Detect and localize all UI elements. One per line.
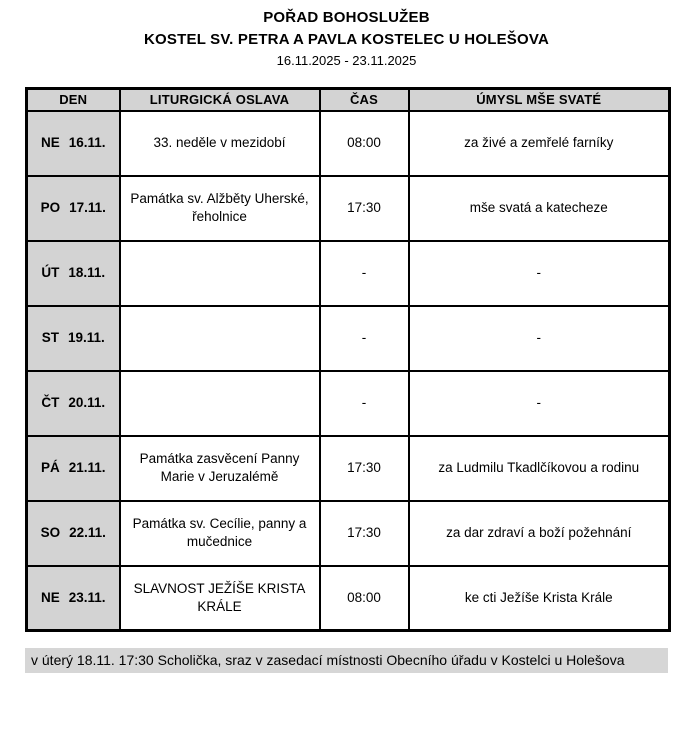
day-date: 16.11.: [68, 134, 106, 150]
celebration-cell: SLAVNOST JEŽÍŠE KRISTA KRÁLE: [120, 566, 320, 631]
table-header-row: [27, 89, 670, 111]
day-date: 23.11.: [68, 589, 106, 605]
day-cell: [27, 566, 120, 631]
day-cell: [27, 176, 120, 241]
day-cell: [27, 436, 120, 501]
time-cell: 17:30: [320, 501, 409, 566]
day-abbr: NE: [40, 589, 60, 605]
day-date: 20.11.: [68, 394, 106, 410]
day-abbr: NE: [40, 134, 60, 150]
celebration-cell: Památka sv. Cecílie, panny a mučednice: [120, 501, 320, 566]
day-cell: [27, 306, 120, 371]
celebration-cell: [120, 241, 320, 306]
church-name: KOSTEL SV. PETRA A PAVLA KOSTELEC U HOLEŠOVA: [144, 31, 549, 48]
time-cell: 08:00: [320, 566, 409, 631]
day-cell: [27, 501, 120, 566]
intention-cell: mše svatá a katecheze: [409, 176, 670, 241]
day-date: 22.11.: [69, 524, 106, 540]
page-title: POŘAD BOHOSLUŽEB: [263, 9, 430, 26]
day-cell: [27, 371, 120, 436]
intention-cell: -: [409, 241, 670, 306]
table-row: [27, 241, 670, 306]
footer-note: v úterý 18.11. 17:30 Scholička, sraz v zasedací místnosti Obecního úřadu v Kostelci u Holešova: [25, 648, 668, 673]
celebration-cell: [120, 371, 320, 436]
table-row: [27, 371, 670, 436]
table-row: [27, 566, 670, 631]
time-cell: -: [320, 371, 409, 436]
day-abbr: ST: [41, 329, 59, 345]
table-row: [27, 436, 670, 501]
intention-cell: za živé a zemřelé farníky: [409, 111, 670, 176]
table-row: [27, 501, 670, 566]
time-cell: 17:30: [320, 436, 409, 501]
celebration-cell: Památka zasvěcení Panny Marie v Jeruzalémě: [120, 436, 320, 501]
time-cell: -: [320, 241, 409, 306]
day-date: 21.11.: [68, 459, 106, 475]
date-range: 16.11.2025 - 23.11.2025: [276, 53, 417, 68]
day-date: 17.11.: [69, 199, 106, 215]
table-row: [27, 176, 670, 241]
column-header-umysl: ÚMYSL MŠE SVATÉ: [409, 89, 670, 111]
day-abbr: PÁ: [40, 459, 60, 475]
celebration-cell: Památka sv. Alžběty Uherské, řeholnice: [120, 176, 320, 241]
celebration-cell: 33. neděle v mezidobí: [120, 111, 320, 176]
day-abbr: SO: [40, 524, 61, 540]
intention-cell: za dar zdraví a boží požehnání: [409, 501, 670, 566]
schedule-table: [25, 87, 671, 632]
day-cell: [27, 111, 120, 176]
time-cell: 17:30: [320, 176, 409, 241]
column-header-cas: ČAS: [320, 89, 409, 111]
column-header-den: DEN: [27, 89, 120, 111]
day-cell: [27, 241, 120, 306]
celebration-cell: [120, 306, 320, 371]
intention-cell: -: [409, 371, 670, 436]
intention-cell: -: [409, 306, 670, 371]
day-abbr: ÚT: [41, 264, 60, 280]
intention-cell: ke cti Ježíše Krista Krále: [409, 566, 670, 631]
document-header: [25, 6, 668, 68]
intention-cell: za Ludmilu Tkadlčíkovou a rodinu: [409, 436, 670, 501]
day-abbr: PO: [40, 199, 61, 215]
day-date: 19.11.: [67, 329, 105, 345]
time-cell: 08:00: [320, 111, 409, 176]
table-row: [27, 306, 670, 371]
day-abbr: ČT: [41, 394, 60, 410]
time-cell: -: [320, 306, 409, 371]
column-header-liturgicka-oslava: LITURGICKÁ OSLAVA: [120, 89, 320, 111]
table-row: [27, 111, 670, 176]
day-date: 18.11.: [68, 264, 106, 280]
